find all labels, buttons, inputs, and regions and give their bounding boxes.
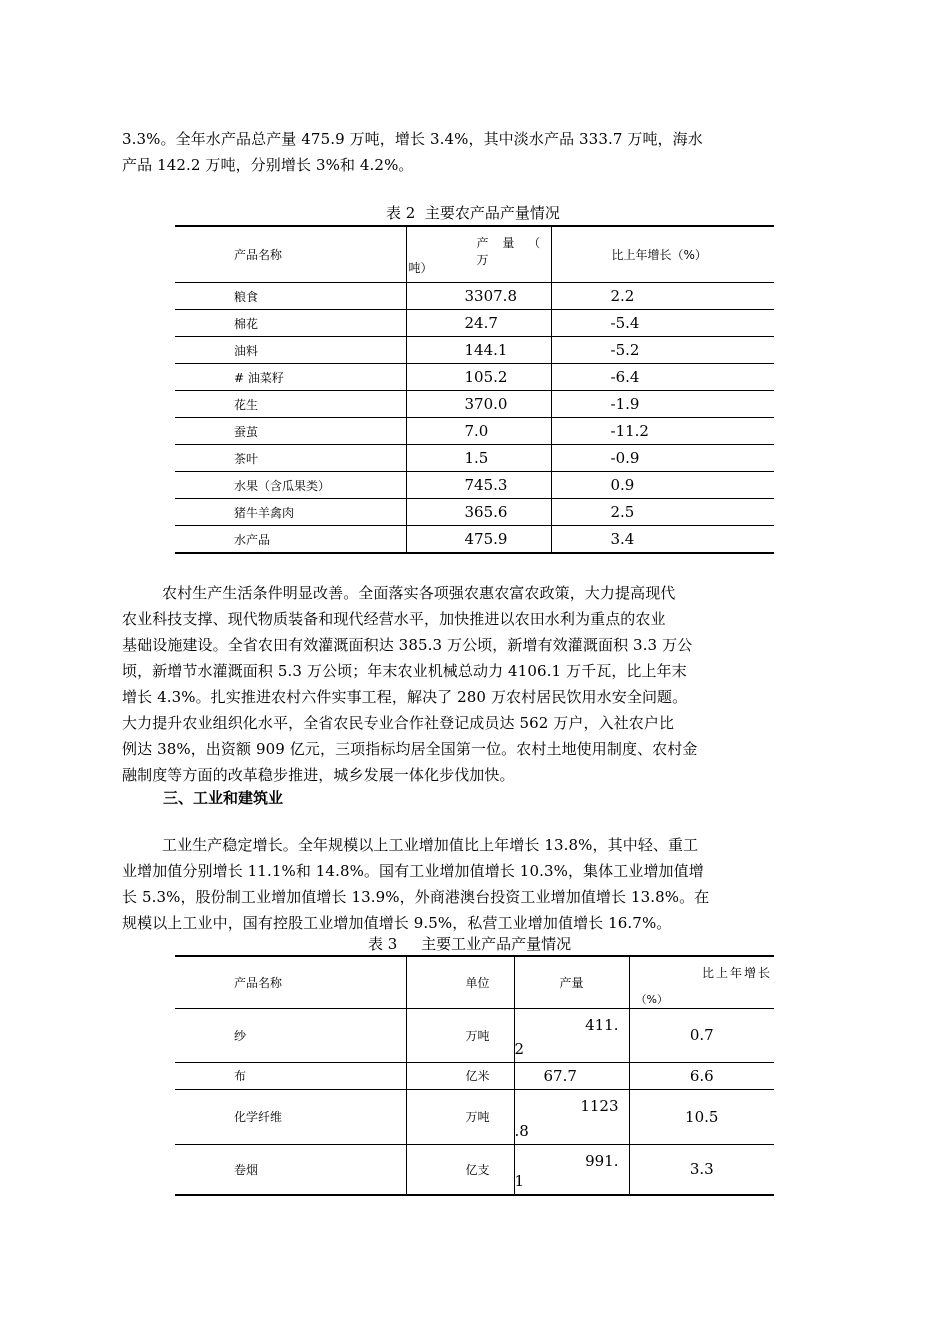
table-row <box>175 364 774 391</box>
section-heading: 三、工业和建筑业 <box>163 789 284 807</box>
para2-line-8: 融制度等方面的改革稳步推进，城乡发展一体化步伐加快。 <box>122 766 515 784</box>
table2-caption: 表 2 主要农产品产量情况 <box>386 204 560 222</box>
product-name: 猪牛羊禽肉 <box>175 499 406 526</box>
product-output-part-2: 2 <box>514 1039 525 1058</box>
table-header-row <box>175 226 774 283</box>
product-output: 105.2 <box>406 364 551 391</box>
table-row <box>175 418 774 445</box>
product-growth: -5.2 <box>551 337 774 364</box>
product-unit: 亿支 <box>406 1144 514 1195</box>
product-output: 3307.8 <box>406 283 551 310</box>
product-name: 纱 <box>175 1008 406 1062</box>
header-growth: 比上年增长（%） <box>611 248 707 262</box>
product-growth: -6.4 <box>551 364 774 391</box>
header-product-name: 产品名称 <box>234 248 283 262</box>
header-growth-line-1: 比上年增长 <box>701 966 772 980</box>
product-growth: 2.2 <box>551 283 774 310</box>
product-growth: 10.5 <box>629 1089 774 1144</box>
header-growth <box>629 956 774 1008</box>
product-unit: 亿米 <box>406 1062 514 1089</box>
table-row <box>175 1062 774 1089</box>
product-name: # 油菜籽 <box>175 364 406 391</box>
product-output-part-1: 1123 <box>580 1096 619 1115</box>
product-output: 1.5 <box>406 445 551 472</box>
product-output: 370.0 <box>406 391 551 418</box>
product-output <box>514 1144 629 1195</box>
para2-line-3: 基础设施建设。全省农田有效灌溉面积达 385.3 万公顷，新增有效灌溉面积 3.3 万公 <box>122 636 693 654</box>
para3-line-4: 规模以上工业中，国有控股工业增加值增长 9.5%，私营工业增加值增长 16.7%。 <box>122 914 672 932</box>
table-row <box>175 310 774 337</box>
product-growth: 3.3 <box>629 1144 774 1195</box>
product-growth: -1.9 <box>551 391 774 418</box>
product-growth: 0.7 <box>629 1008 774 1062</box>
header-output <box>406 226 551 283</box>
product-output: 144.1 <box>406 337 551 364</box>
product-output: 7.0 <box>406 418 551 445</box>
table-row <box>175 1008 774 1062</box>
product-output <box>514 1008 629 1062</box>
product-growth: -0.9 <box>551 445 774 472</box>
product-name: 油料 <box>175 337 406 364</box>
product-name: 化学纤维 <box>175 1089 406 1144</box>
product-output-part-1: 411. <box>585 1015 619 1034</box>
intro-line-1: 3.3%。全年水产品总产量 475.9 万吨，增长 3.4%，其中淡水产品 333.7 万吨，海水 <box>122 130 703 148</box>
product-name: 布 <box>175 1062 406 1089</box>
product-output: 365.6 <box>406 499 551 526</box>
product-name: 水果（含瓜果类） <box>175 472 406 499</box>
product-output: 67.7 <box>514 1062 629 1089</box>
product-output-part-2: 1 <box>514 1172 525 1190</box>
header-unit: 单位 <box>406 956 514 1008</box>
para3-line-3: 长 5.3%，股份制工业增加值增长 13.9%，外商港澳台投资工业增加值增长 13.8%。在 <box>122 888 710 906</box>
table-header-row <box>175 956 774 1008</box>
table-row <box>175 1144 774 1195</box>
para2-line-4: 顷，新增节水灌溉面积 5.3 万公顷；年末农业机械总动力 4106.1 万千瓦，比上年末 <box>122 662 687 680</box>
product-unit: 万吨 <box>406 1008 514 1062</box>
product-name: 卷烟 <box>175 1144 406 1195</box>
product-growth: 0.9 <box>551 472 774 499</box>
para2-line-6: 大力提升农业组织化水平，全省农民专业合作社登记成员达 562 万户，入社农户比 <box>122 714 675 732</box>
product-output-part-2: .8 <box>514 1121 529 1140</box>
header-output-line-2: 吨） <box>408 261 433 275</box>
agri-products-table <box>175 225 774 554</box>
header-growth-line-2: （%） <box>635 993 668 1006</box>
para2-line-5: 增长 4.3%。扎实推进农村六件实事工程，解决了 280 万农村居民饮用水安全问题。 <box>122 688 688 706</box>
product-name: 蚕茧 <box>175 418 406 445</box>
product-output <box>514 1089 629 1144</box>
product-growth: 3.4 <box>551 526 774 554</box>
product-output: 24.7 <box>406 310 551 337</box>
table3-caption: 表 3 主要工业产品产量情况 <box>368 935 572 953</box>
table-row <box>175 472 774 499</box>
product-unit: 万吨 <box>406 1089 514 1144</box>
para2-line-7: 例达 38%，出资额 909 亿元，三项指标均居全国第一位。农村土地使用制度、农村金 <box>122 740 698 758</box>
table-row <box>175 526 774 554</box>
industrial-products-table <box>175 955 774 1196</box>
product-name: 棉花 <box>175 310 406 337</box>
para3-line-2: 业增加值分别增长 11.1%和 14.8%。国有工业增加值增长 10.3%，集体工业增加值增 <box>122 862 704 880</box>
table-row <box>175 1089 774 1144</box>
product-output: 475.9 <box>406 526 551 554</box>
product-growth: 2.5 <box>551 499 774 526</box>
header-product-name: 产品名称 <box>234 975 283 990</box>
product-name: 茶叶 <box>175 445 406 472</box>
para2-line-2: 农业科技支撑、现代物质装备和现代经营水平，加快推进以农田水利为重点的农业 <box>122 610 666 628</box>
header-output-line-1: 产 量 （ 万 <box>476 236 546 267</box>
para2-line-1: 农村生产生活条件明显改善。全面落实各项强农惠农富农政策，大力提高现代 <box>162 584 676 602</box>
table-row <box>175 445 774 472</box>
product-name: 花生 <box>175 391 406 418</box>
table-row <box>175 337 774 364</box>
product-growth: -5.4 <box>551 310 774 337</box>
header-output: 产量 <box>514 956 629 1008</box>
para3-line-1: 工业生产稳定增长。全年规模以上工业增加值比上年增长 13.8%，其中轻、重工 <box>162 836 699 854</box>
product-growth: 6.6 <box>629 1062 774 1089</box>
table-row <box>175 283 774 310</box>
table-row <box>175 499 774 526</box>
product-output-part-1: 991. <box>585 1151 619 1170</box>
table-row <box>175 391 774 418</box>
product-output: 745.3 <box>406 472 551 499</box>
product-name: 水产品 <box>175 526 406 554</box>
product-growth: -11.2 <box>551 418 774 445</box>
product-name: 粮食 <box>175 283 406 310</box>
intro-line-2: 产品 142.2 万吨，分别增长 3%和 4.2%。 <box>122 156 414 174</box>
